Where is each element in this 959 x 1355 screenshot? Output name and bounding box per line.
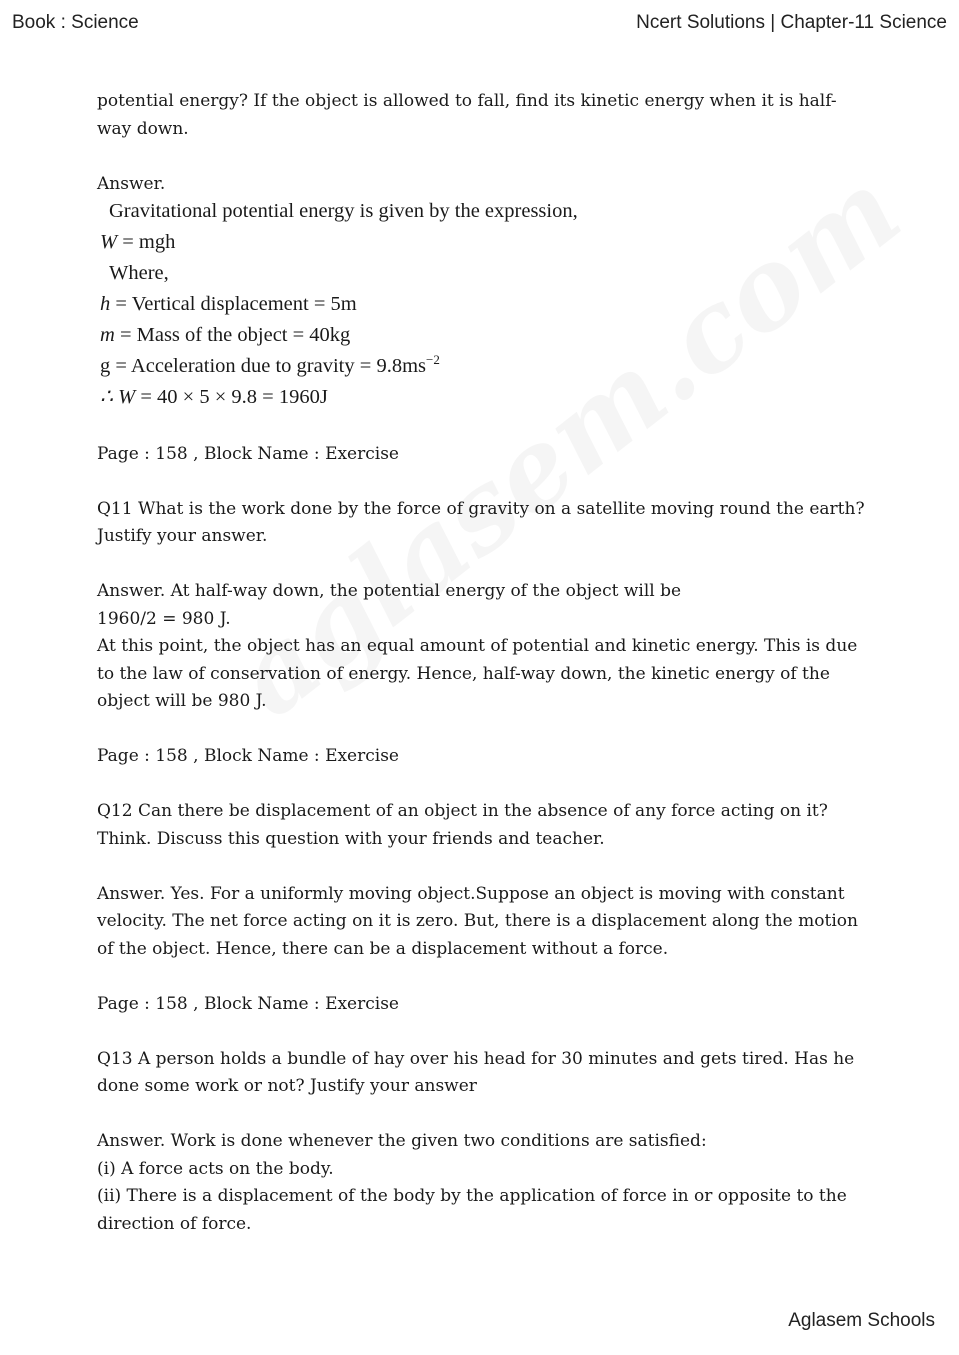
question-q12: Q12 Can there be displacement of an object in the absence of any force acting on it? Think. Discuss this question with your friends and teacher. — [97, 801, 828, 849]
math-formula: W = mgh — [100, 231, 176, 253]
math-height-line: h = Vertical displacement = 5m — [100, 293, 357, 315]
answer-line: At this point, the object has an equal amount of potential and kinetic energy. This is due to the law of conservation of energy. Hence, half-way down, the kinetic energy of the object will be 980 J. — [97, 636, 858, 711]
answer-line: Answer. At half-way down, the potential energy of the object will be — [97, 581, 682, 601]
answer-line: (ii) There is a displacement of the body by the application of force in or opposite to the direction of force. — [97, 1186, 847, 1234]
footer-brand: Aglasem Schools — [788, 1310, 935, 1331]
header-book-title: Book : Science — [12, 12, 139, 33]
math-mass-line: m = Mass of the object = 40kg — [100, 324, 351, 346]
math-intro: Gravitational potential energy is given by the expression, — [109, 200, 578, 222]
document-body — [97, 88, 867, 1238]
answer-line: Answer. Yes. For a uniformly moving object.Suppose an object is moving with constant velocity. The net force acting on it is zero. But, there is a displacement along the motion of the object. Hence, there can be a displacement without a force. — [97, 883, 858, 959]
question-continuation: potential energy? If the object is allowed to fall, find its kinetic energy when it is half-way down. — [97, 91, 837, 139]
page-reference: Page : 158 , Block Name : Exercise — [97, 443, 399, 464]
answer-line: 1960/2 = 980 J. — [97, 608, 231, 629]
answer-label: Answer. — [97, 173, 166, 194]
math-result-line: ∴ W = 40 × 5 × 9.8 = 1960J — [100, 386, 328, 408]
question-q13: Q13 A person holds a bundle of hay over his head for 30 minutes and gets tired. Has he done some work or not? Justify your answer — [97, 1048, 855, 1096]
page-reference: Page : 158 , Block Name : Exercise — [97, 993, 399, 1014]
math-solution — [100, 196, 867, 413]
question-q11: Q11 What is the work done by the force of gravity on a satellite moving round the earth? Justify your answer. — [97, 498, 865, 546]
math-gravity-line: g = Acceleration due to gravity = $9.8ms^{-2}$ — [100, 352, 440, 377]
page-reference: Page : 158 , Block Name : Exercise — [97, 746, 399, 766]
math-where: Where, — [109, 262, 169, 284]
answer-line: (i) A force acts on the body. — [97, 1158, 334, 1179]
header-chapter-title: Ncert Solutions | Chapter-11 Science — [636, 12, 947, 33]
answer-line: Answer. Work is done whenever the given two conditions are satisfied: — [97, 1131, 707, 1151]
